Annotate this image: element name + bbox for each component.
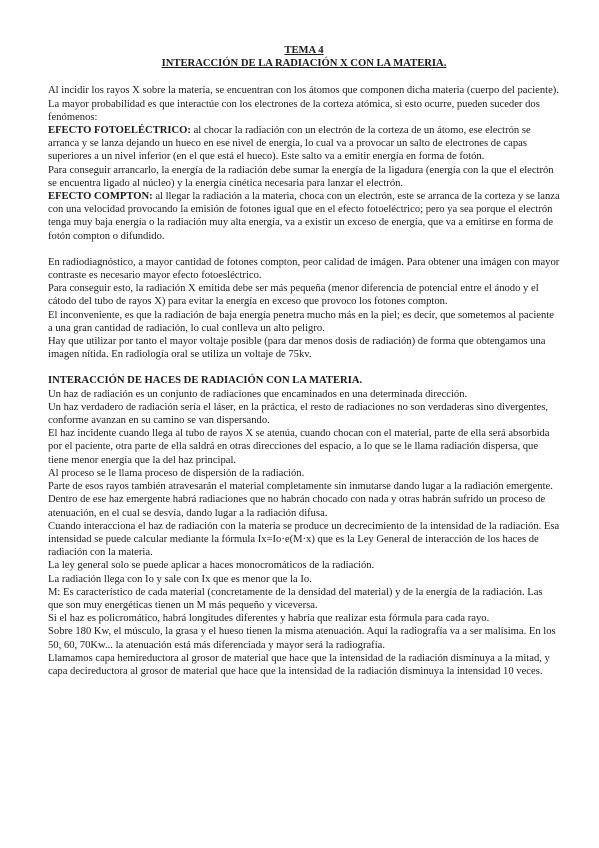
fotoelectrico-paragraph	[48, 124, 560, 164]
document-page	[48, 44, 560, 678]
haces-paragraph: El haz incidente cuando llega al tubo de rayos X se atenúa, cuando chocan con el material, parte de ella será absorbida por el paciente, otra parte de ella saldrá en otras direcciones del espacio, a lo que se le llama radiación dispersa, que tiene menor energía que la del haz principal.	[48, 428, 550, 466]
haces-paragraph: La radiación llega con Io y sale con Ix que es menor que la Io.	[48, 573, 312, 585]
fotoelectrico-term: EFECTO FOTOELÉCTRICO:	[48, 125, 191, 137]
radiodiagnostico-paragraph: En radiodiagnóstico, a mayor cantidad de fotones compton, peor calidad de imágen. Para obtener una imágen con mayor contraste es necesario mayor efecto fotoesléctrico.	[48, 256, 560, 282]
document-title: TEMA 4	[284, 45, 324, 56]
haces-paragraph: Si el haz es policromático, habrá longitudes diferentes y habría que realizar esta fórmula para cada rayo.	[48, 613, 490, 625]
haces-paragraph: Un haz verdadero de radiación sería el láser, en la práctica, el resto de radiaciones no son verdaderas sino divergentes, conforme avanzan en su camino se van dispersando.	[48, 401, 549, 427]
haces-paragraph: M: Es característico de cada material (concretamente de la densidad del material) y de la energía de la radiación. Las que son muy energéticas tienen un M más pequeño y viceversa.	[48, 586, 543, 611]
haces-paragraph: Sobre 180 Kw, el músculo, la grasa y el hueso tienen la misma atenuación. Aquí la radiografía va a ser malísima. En los 50, 60, 70Kw... la atenuación está más diferenciada y mayor será la radiografía.	[48, 626, 556, 651]
voltaje-paragraph: Hay que utilizar por tanto el mayor voltaje posible (para dar menos dosis de radiación) de forma que obtengamos una imagen nítida. En radiología oral se utiliza un voltaje de 75kv.	[48, 336, 546, 361]
inconveniente-paragraph: El inconveniente, es que la radiación de baja energía penetra mucho más en la piel; es decir, que sometemos al paciente a una gran cantidad de radiación, lo cual conlleva un alto peligro.	[48, 309, 554, 334]
conseguir-paragraph: Para conseguir esto, la radiación X emitida debe ser más pequeña (menor diferencia de potencial entre el ánodo y el cátodo del tubo de rayos X) para evitar la energía en exceso que provoco los fotones compton.	[48, 283, 539, 308]
haces-paragraph: Llamamos capa hemireductora al grosor de material que hace que la intensidad de la radiación disminuya a la mitad, y capa decireductora al grosor de material que hace que la intensidad de la radiación disminuya la intensidad 10 veces.	[48, 652, 550, 677]
fotoelectrico-text: al chocar la radiación con un electrón de la corteza de un átomo, ese electrón se arranca y se lanza dejando un hueco en ese nivel de energía, lo cual va a provocar un salto de electrones de capas superiores a un nivel inferior (en el que está el hueco). Este salto va a emitir energía en forma de fotón.	[48, 125, 531, 163]
arrancarlo-paragraph: Para conseguir arrancarlo, la energía de la radiación debe sumar la energía de la ligadura (energía con la que el electrón se encuentra ligado al núcleo) y la energía cinética necesaria para lanzar el electrón.	[48, 164, 554, 189]
compton-text: al llegar la radiación a la materia, choca con un electrón, este se arranca de la corteza y se lanza con una velocidad provocando la emisión de fotones igual que en el efecto fotoeléctrico; pero ya sea porque el electrón tenga muy baja energía o la radiación muy alta energía, va a existir un exceso de energía, que va a emitirse en forma de fotón compton o difundido.	[48, 191, 560, 242]
compton-paragraph	[48, 190, 560, 243]
haces-paragraph: Cuando interacciona el haz de radiación con la materia se produce un decrecimiento de la intensidad de la radiación. Esa intensidad se puede calcular mediante la fórmula Ix=Io·e(M·x) que es la Ley General de interacción de los haces de radiación con la materia.	[48, 520, 560, 559]
haces-paragraph: Al proceso se le llama proceso de dispersión de la radiación.	[48, 467, 305, 479]
compton-term: EFECTO COMPTON:	[48, 191, 153, 203]
haces-paragraph: La ley general solo se puede aplicar a haces monocromáticos de la radiación.	[48, 560, 375, 572]
document-subtitle: INTERACCIÓN DE LA RADIACIÓN X CON LA MATERIA.	[161, 58, 447, 70]
haces-paragraph: Parte de esos rayos también atravesarán el material completamente sin inmutarse dando lugar a la radiación emergente. Dentro de ese haz emergente habrá radiaciones que no habrán chocado con nada y otras habrán sufrido un proceso de atenuación, en el cual se desvía, dando lugar a la radiación difusa.	[48, 481, 553, 519]
intro-paragraph: Al incidir los rayos X sobre la materia, se encuentran con los átomos que componen dicha materia (cuerpo del paciente). La mayor probabilidad es que interactúe con los electrones de la corteza atómica, si esto ocurre, pueden suceder dos fenómenos:	[48, 85, 559, 123]
haces-paragraph: Un haz de radiación es un conjunto de radiaciones que encaminados en una determinada dirección.	[48, 388, 468, 400]
haces-heading: INTERACCIÓN DE HACES DE RADIACIÓN CON LA MATERIA.	[48, 375, 363, 387]
